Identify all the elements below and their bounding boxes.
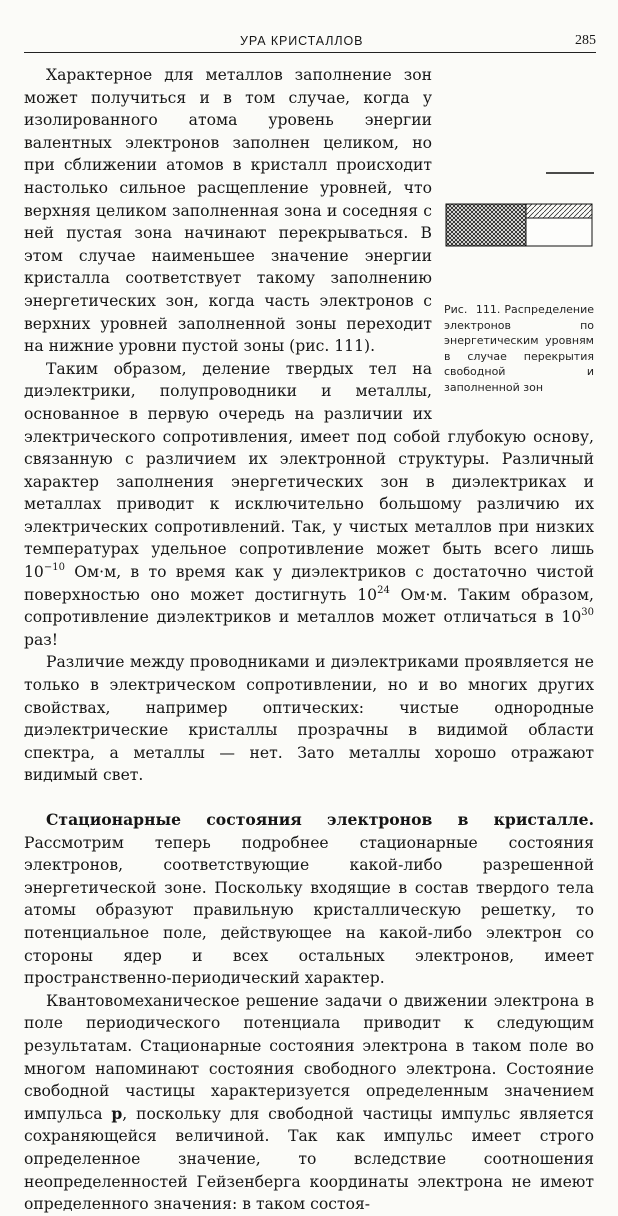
running-title: УРА КРИСТАЛЛОВ: [240, 34, 364, 48]
paragraph-5-text-b: , поскольку для свободной частицы импульс является сохраняющейся величиной. Так как импульс имеет строго определенное значение, то вследствие соотношения неопределенностей Гейзенберга координаты электрона не имеют определенного значения: в таком состоя-: [24, 1104, 594, 1214]
figure-caption: [444, 302, 594, 396]
paragraph-4: [24, 809, 594, 990]
paragraph-4-text: Рассмотрим теперь подробнее стационарные состояния электронов, соответствующие какой-либо разрешенной энергетической зоне. Поскольку входящие в состав твердого тела атомы образуют правильную кристаллическую решетку, то потенциальное поле, действующее на какой-либо электрон со стороны ядер и всех остальных электронов, имеет пространственно-периодический характер.: [24, 833, 594, 988]
empty-band: [526, 218, 592, 246]
caption-text: Распределение электронов по энергетическим уровням в случае перекрытия свободной и заполненной зон: [444, 303, 594, 394]
paragraph-3-text: Различие между проводниками и диэлектриками проявляется не только в электрическом сопротивлении, но и во многих других свойствах, например оптических: чистые однородные диэлектрические кристаллы прозрачны в видимой области спектра, а металлы — нет. Зато металлы хорошо отражают видимый свет.: [24, 653, 594, 785]
momentum-symbol: p: [111, 1103, 123, 1123]
section-heading: Стационарные состояния электронов в кристалле.: [46, 810, 594, 829]
paragraph-2-text-d: раз!: [24, 630, 59, 649]
page-number: 285: [575, 33, 596, 48]
filled-band: [446, 204, 526, 246]
paragraph-2-text-a: Таким образом, деление твердых тел на диэлектрики, полупроводники и металлы, основанное в первую очередь на различии их электрического сопротивления, имеет под собой глубокую основу, связанную с различием их электронной структуры. Различный характер заполнения энергетических зон в диэлектриках и металлах приводит к исключительно большому различию их электрических сопротивлений. Так, у чистых металлов при низких температурах удельное сопротивление может быть всего лишь 10: [24, 359, 594, 582]
page-body: [24, 64, 594, 1216]
paragraph-5: [24, 990, 594, 1216]
figure-111: [444, 152, 594, 414]
exponent-1: −10: [43, 562, 65, 574]
paragraph-3: [24, 651, 594, 787]
page-header: [24, 22, 596, 53]
paragraph-5-text-a: Квантовомеханическое решение задачи о движении электрона в поле периодического потенциала приводит к следующим результатам. Стационарные состояния электрона в таком поле во многом напоминают состояния свободного электрона. Состояние свободной частицы характеризуется определенным значением импульса: [24, 991, 594, 1123]
paragraph-1-text: Характерное для металлов заполнение зон может получиться и в том случае, когда у изолированного атома уровень энергии валентных электронов заполнен целиком, но при сближении атомов в кристалл происходит настолько сильное расщепление уровней, что верхняя целиком заполненная зона и соседняя с ней пустая зона начинают перекрываться. В этом случае наименьшее значение энергии кристалла соответствует такому заполнению энергетических зон, когда часть электронов с верхних уровней заполненной зоны переходит на нижние уровни пустой зоны (рис. 111).: [24, 66, 432, 356]
band-overlap-diagram: [444, 152, 594, 292]
overlap-region: [526, 204, 592, 218]
exponent-3: 30: [581, 607, 594, 619]
paragraph-2-text-c: Ом·м. Таким образом, сопротивление диэлектриков и металлов может отличаться в 10: [24, 585, 594, 627]
figure-number: Рис. 111.: [444, 303, 501, 316]
exponent-2: 24: [377, 584, 390, 596]
paragraph-2-text-b: Ом·м, в то время как у диэлектриков с достаточно чистой поверхностью оно может достигнуть 10: [24, 563, 594, 604]
